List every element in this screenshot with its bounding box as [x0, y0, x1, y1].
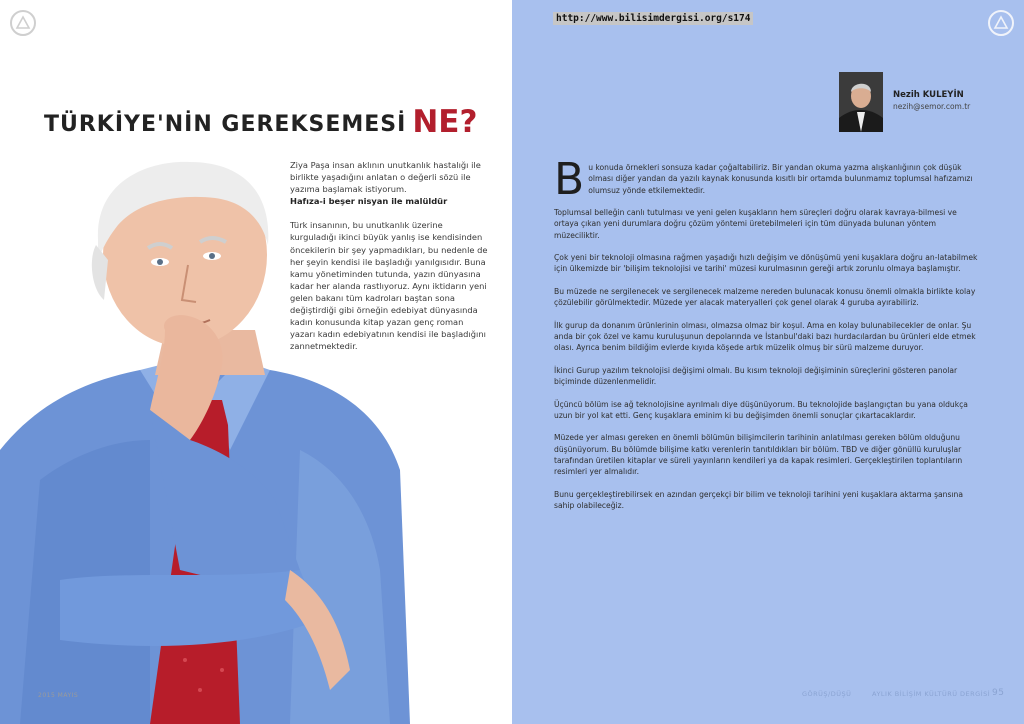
magazine-logo-icon: [988, 10, 1014, 36]
intro-paragraph-1: Ziya Paşa insan aklının unutkanlık hastalığı ile birlikte yaşadığını anlatan o değerli sözü ile yazıma başlamak istiyorum.: [290, 160, 481, 195]
page-number: 95: [992, 688, 1005, 698]
intro-column: [290, 159, 490, 364]
intro-subhead: Hafıza-i beşer nisyan ile malüldür: [290, 196, 448, 207]
body-paragraph-1: [554, 154, 980, 205]
magazine-logo-icon: [10, 10, 36, 36]
intro-paragraph-2: Türk insanının, bu unutkanlık üzerine kurguladığı ikinci büyük yanlış ise kendisinden öncekilerin bir şey yapmadıkları, bu nedenle de her şeyin kendisi ile başladığı yanılgısıdır. Buna kamu yönetiminden tutunda, yazın dünyasına kadar her alanda rastlıyoruz. Aynı iktidarın yeni gelen bakanı tüm kadroları baştan sona değiştirdiği gibi örneğin edebiyat dünyasında kadın konusunda kitap yazan genç roman yazarı kadın edebiyatının kendisi ile başladığını zannetmektedir.: [290, 220, 488, 352]
author-email: nezih@semor.com.tr: [893, 102, 971, 111]
footer-magazine: AYLIK BİLİŞİM KÜLTÜRÜ DERGİSİ: [872, 690, 991, 698]
body-paragraph-4: Bu müzede ne sergilenecek ve sergilenecek malzeme nereden bulunacak konusu önemli olmakla birlikte kolay çözülebilir görülmektedir. Müzede yer alacak materyalleri çok genel olarak 4 guruba ayırabiliriz.: [554, 286, 976, 308]
article-body: [554, 154, 980, 523]
headline-accent: NE?: [412, 104, 478, 140]
body-paragraph-6: İkinci Gurup yazılım teknolojisi değişimi olmalı. Bu kısım teknoloji değişiminin süreçlerini gösteren panolar biçiminde düzenlenmelidir.: [554, 365, 958, 387]
article-url-link[interactable]: http://www.bilisimdergisi.org/s174: [553, 12, 753, 25]
body-paragraph-9: Bunu gerçekleştirebilirsek en azından gerçekçi bir bilim ve teknoloji tarihini yeni kuşaklara aktarma şansına sahip olabileceğiz.: [554, 489, 964, 511]
body-paragraph-8: Müzede yer alması gereken en önemli bölümün bilişimcilerin tarihinin anlatılması gereken bölüm olduğunu düşünüyorum. Bu bölümde bilişime katkı verenlerin tanıtıldıkları bir bölüm. TBD ve diğer gönüllü kuruluşlar tarafından üretilen kitaplar ve süreli yayınların kendileri ya da kapak resimleri. Gerçekleştirilen toplantıların resimleri yer almalıdır.: [554, 433, 963, 477]
footer-section: GÖRÜŞ/DÜŞÜ: [802, 690, 852, 698]
article-headline: [44, 103, 477, 139]
left-footer: 2015 MAYIS: [38, 692, 79, 699]
drop-cap: B: [554, 154, 585, 205]
body-paragraph-1-text: u konuda örnekleri sonsuza kadar çoğaltabiliriz. Bir yandan okuma yazma alışkanlığının çok düşük olması diğer yandan da yazılı kaynak konusunda kısıtlı bir ortamda bulunmamız toplumsal hafızamızı olumsuz yönde etkilemektedir.: [588, 163, 973, 195]
body-paragraph-2: Toplumsal belleğin canlı tutulması ve yeni gelen kuşakların hem süreçleri doğru olarak kavraya-bilmesi ve ortaya çıkan yeni durumlara doğru çözüm yöntemi üretebilmeleri için tüm dünyada bulunan yöntem müzeciliktir.: [554, 208, 957, 240]
body-paragraph-5: İlk gurup da donanım ürünlerinin olması, olmazsa olmaz bir koşul. Ama en kolay bulunabilecekler de onlar. Şu anda bir çok özel ve kamu kuruluşunun depolarında ve İstanbul'daki bazı hurdacılardan bu ürünleri elde etmek olası. Ayrıca benim bildiğim evlerde kıyıda köşede artık müzelik olmuş bir sürü malzeme duruyor.: [554, 320, 976, 353]
headline-main: TÜRKİYE'NİN GEREKSEMESİ: [44, 112, 407, 137]
author-name: Nezih KULEYİN: [893, 90, 964, 100]
body-paragraph-7: Üçüncü bölüm ise ağ teknolojisine ayrılmalı diye düşünüyorum. Bu teknolojide başlangıçtan bu yana oldukça uzun bir yol kat etti. Genç kuşaklara eminim ki bu değişimden önemli sonuçlar çıkartacaklardır.: [554, 399, 968, 420]
right-page: [512, 0, 1024, 724]
author-avatar: [839, 72, 883, 132]
body-paragraph-3: Çok yeni bir teknoloji olmasına rağmen yaşadığı hızlı değişim ve dönüşümü yeni kuşaklara doğru an-latabilmek için ülkemizde bir 'bilişim teknolojisi ve tarihi' müzesi kurulmasının gereği artık zorunlu olmaya başlamıştır.: [554, 253, 978, 274]
